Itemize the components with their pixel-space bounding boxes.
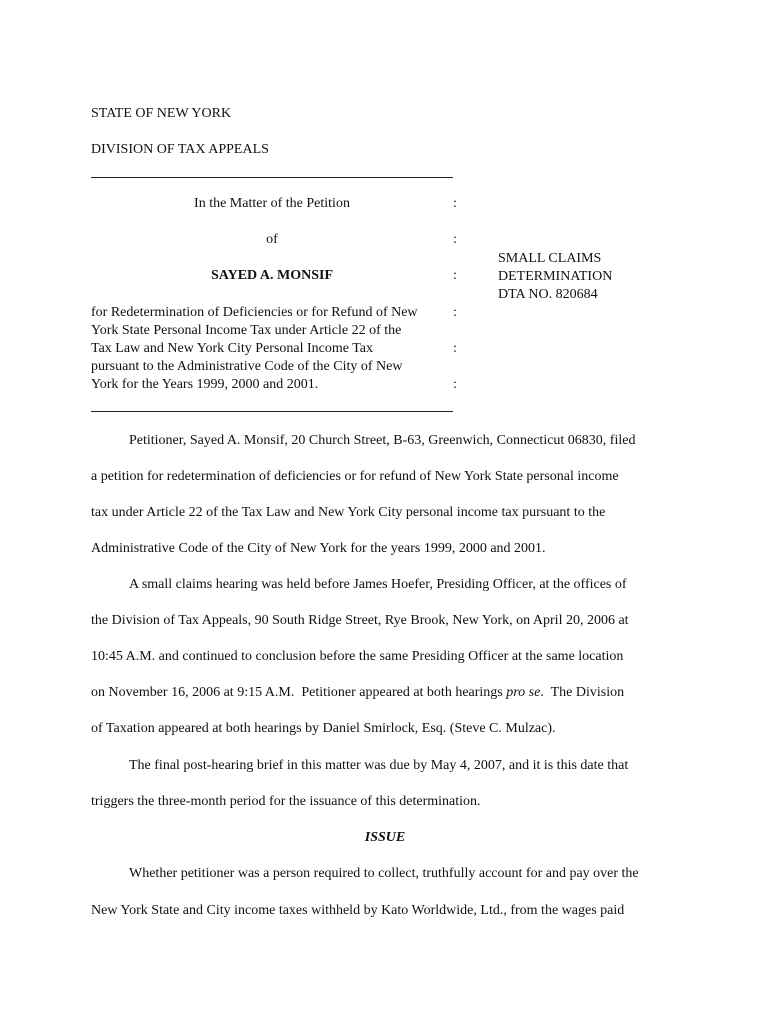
- caption-colon: :: [453, 305, 457, 320]
- body-line: New York State and City income taxes withheld by Kato Worldwide, Ltd., from the wages paid: [91, 903, 625, 918]
- issue-heading: ISSUE: [364, 830, 406, 845]
- caption-description-line: Tax Law and New York City Personal Income Tax: [91, 341, 374, 356]
- petitioner-name: SAYED A. MONSIF: [210, 268, 333, 283]
- body-line: [91, 684, 624, 702]
- caption-colon: :: [453, 341, 457, 356]
- pro-se-text: pro se: [506, 685, 541, 700]
- body-line: of Taxation appeared at both hearings by Daniel Smirlock, Esq. (Steve C. Mulzac).: [91, 721, 556, 736]
- body-line: A small claims hearing was held before James Hoefer, Presiding Officer, at the offices of: [129, 577, 627, 592]
- caption-top-rule: [91, 177, 453, 178]
- body-line: Whether petitioner was a person required to collect, truthfully account for and pay over the: [129, 866, 639, 881]
- body-line: triggers the three-month period for the issuance of this determination.: [91, 794, 481, 809]
- state-heading: STATE OF NEW YORK: [91, 106, 232, 121]
- body-line: a petition for redetermination of deficiencies or for refund of New York State personal income: [91, 469, 619, 484]
- matter-line: In the Matter of the Petition: [194, 196, 350, 211]
- caption-description-line: York State Personal Income Tax under Article 22 of the: [91, 323, 402, 338]
- body-line: 10:45 A.M. and continued to conclusion before the same Presiding Officer at the same location: [91, 649, 624, 664]
- caption-colon: :: [453, 232, 457, 247]
- caption-colon: :: [453, 196, 457, 211]
- body-line: Petitioner, Sayed A. Monsif, 20 Church Street, B-63, Greenwich, Connecticut 06830, filed: [129, 433, 636, 448]
- of-line: of: [266, 232, 278, 247]
- body-line: the Division of Tax Appeals, 90 South Ridge Street, Rye Brook, New York, on April 20, 2006 at: [91, 613, 629, 628]
- body-line: tax under Article 22 of the Tax Law and New York City personal income tax pursuant to the: [91, 505, 606, 520]
- caption-description-line: pursuant to the Administrative Code of the City of New: [91, 359, 403, 374]
- caption-bottom-rule: [91, 411, 453, 412]
- caption-colon: :: [453, 377, 457, 392]
- body-text: on November 16, 2006 at 9:15 A.M. Petitioner appeared at both hearings: [91, 685, 507, 700]
- caption-colon: :: [453, 268, 457, 283]
- caption-description-line: for Redetermination of Deficiencies or for Refund of New: [91, 305, 418, 320]
- determination-block: [498, 250, 612, 304]
- determination-type: SMALL CLAIMS: [498, 251, 602, 266]
- division-heading: DIVISION OF TAX APPEALS: [91, 142, 269, 157]
- dta-number: DTA NO. 820684: [498, 287, 598, 302]
- body-text: . The Division: [540, 685, 625, 700]
- caption-description: [91, 304, 451, 394]
- body-line: Administrative Code of the City of New York for the years 1999, 2000 and 2001.: [91, 541, 546, 556]
- caption-description-line: York for the Years 1999, 2000 and 2001.: [91, 377, 319, 392]
- body-line: The final post-hearing brief in this matter was due by May 4, 2007, and it is this date that: [129, 758, 629, 773]
- determination-label: DETERMINATION: [498, 269, 613, 284]
